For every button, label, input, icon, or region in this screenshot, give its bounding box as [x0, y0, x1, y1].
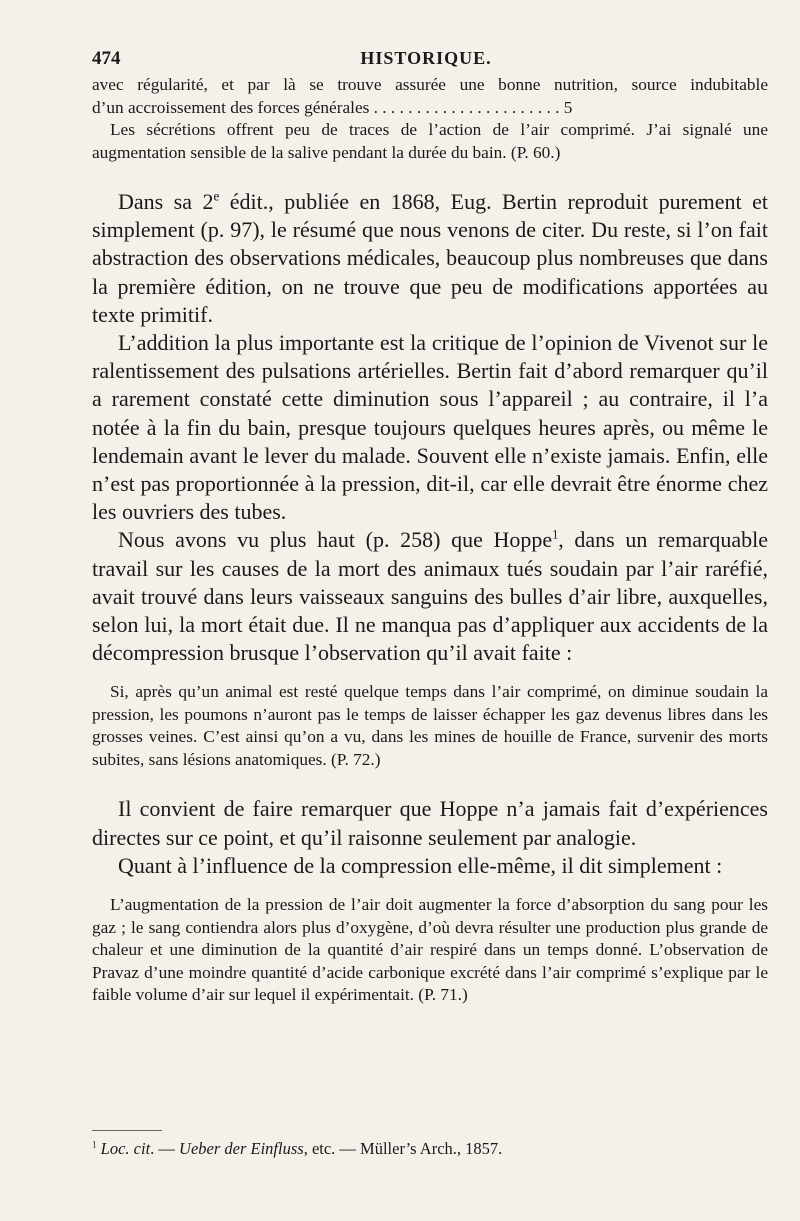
paragraph-second-edition: Dans sa 2e édit., publiée en 1868, Eug. Bertin reproduit purement et simplement (p. 97), le résumé que nous venons de citer. Du reste, si l’on fait abstraction des observations médicales, beaucoup plus nombreuses que dans la première édition, on ne trouve que peu de modifications apportées au texte primitif. [92, 188, 768, 327]
running-head: HISTORIQUE. [360, 48, 492, 68]
paragraph-analogy: Il convient de faire remarquer que Hoppe n’a jamais fait d’expériences directes sur ce point, et qu’il raisonne seulement par analogie. [92, 796, 768, 850]
quotation-pressure: L’augmentation de la pression de l’air doit augmenter la force d’absorption du sang pour les gaz ; le sang contiendra alors plus d’oxygène, d’où devra résulter une production plus grande de chaleur et une diminution de la quantité d’air respiré dans un temps donné. L’observation de Pravaz d’une moindre quantité d’acide carbonique excrété dans l’air comprimé s’explique par le faible volume d’air sur lequel il expérimentait. (P. 71.) [92, 895, 768, 1005]
page-number: 474 [92, 48, 121, 69]
paragraph-secretions: Les sécrétions offrent peu de traces de l’action de l’air comprimé. J’ai signalé une augmentation sensible de la salive pendant la durée du bain. (P. 60.) [92, 120, 768, 162]
footnote-number: 1 [92, 1139, 97, 1150]
paragraph-continued [92, 74, 768, 119]
superscript-e: e [213, 188, 220, 204]
footnote: $^1$ Loc. cit. — Ueber der Einfluss, etc. — Müller’s Arch., 1857. [92, 1139, 503, 1158]
footnote-loc: Loc. cit [100, 1139, 151, 1158]
paragraph-vivenot-critique: L’addition la plus importante est la critique de l’opinion de Vivenot sur le ralentissement des pulsations artérielles. Bertin fait d’abord remarquer qu’il a rarement constaté cette diminution sous l’appareil ; au contraire, il l’a notée à la fin du bain, presque toujours quelques heures après, ou même le lendemain avant le lever du malade. Souvent elle n’existe jamais. Enfin, elle n’est pas proportionnée à la pression, dit-il, car elle devrait être énorme chez les ouvriers des tubes. [92, 330, 768, 525]
page-header [92, 48, 760, 76]
page-body [92, 74, 768, 1007]
paragraph-hoppe: Nous avons vu plus haut (p. 258) que Hoppe$^1$, dans un remarquable travail sur les causes de la mort des animaux tués soudain par l’air raréfié, avait trouvé dans leurs vaisseaux sanguins des bulles d’air libre, auxquelles, selon lui, la mort était due. Il ne manqua pas d’appliquer aux accidents de la décompression brusque l’observation qu’il avait faite : [92, 527, 768, 666]
paragraph-line: d’un accroissement des forces générales . . . . . . . . . . . . . . . . . . . . . . 5 [92, 97, 573, 117]
footnote-divider [92, 1130, 162, 1131]
paragraph-compression: Quant à l’influence de la compression elle-même, il dit simplement : [118, 852, 723, 878]
paragraph-line: avec régularité, et par là se trouve assurée une bonne nutrition, source indubitable [92, 75, 768, 94]
quotation-decompression: Si, après qu’un animal est resté quelque temps dans l’air comprimé, on diminue soudain la pression, les poumons n’auront pas le temps de laisser échapper les gaz devenus libres dans les grosses veines. C’est ainsi qu’on a vu, dans les mines de houille de France, survenir des morts subites, sans lésions anatomiques. (P. 72.) [92, 682, 768, 769]
footnote-reference: 1 [552, 528, 559, 543]
footnote-title: Ueber der Einfluss [179, 1139, 304, 1158]
